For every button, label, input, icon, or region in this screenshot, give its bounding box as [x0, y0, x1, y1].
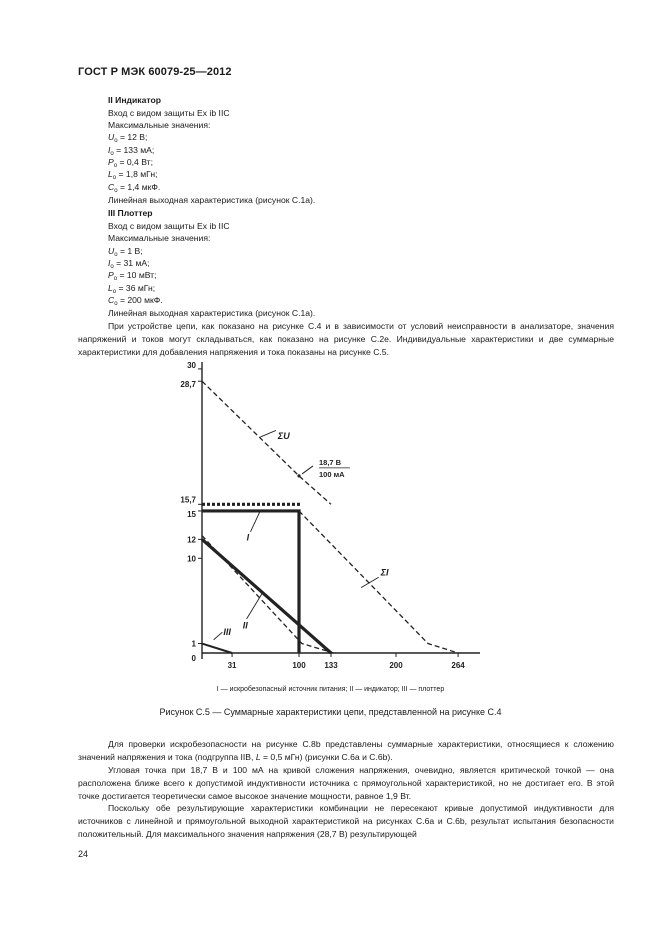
plotter-co: $C_o = 200$ мкФ. [108, 295, 163, 307]
paragraph-1: При устройстве цепи, как показано на рисунке С.4 и в зависимости от условий неисправности в анализаторе, значения напряжений и токов могут складываться, как показано на рисунке С.2е. Индивидуальные характеристики и две суммарные характеристики для добавления напряжения и тока показаны на рисунке С.5. [78, 321, 614, 357]
annotation-point [297, 474, 300, 477]
y-tick-label: 28,7 [180, 380, 196, 390]
indicator-co: $C_o = 1,4$ мкФ. [108, 182, 161, 194]
curve-label-leader [247, 593, 263, 619]
plotter-lo: $L_o = 36$ мГн; [108, 283, 156, 295]
annotation-current: 100 мА [319, 469, 345, 479]
indicator-uo: $U_o = 12$ В; [108, 132, 148, 144]
curve-label-leader [361, 577, 379, 587]
y-tick-label: 1 [191, 639, 196, 649]
document-header: ГОСТ Р МЭК 60079-25—2012 [78, 66, 232, 78]
figure-caption: Рисунок С.5 — Суммарные характеристики цепи, представленной на рисунке С.4 [159, 707, 502, 717]
indicator-input: Вход с видом защиты Ex ib IIC [108, 108, 230, 118]
curve-label-4: III [223, 627, 231, 638]
x-tick-label: 31 [227, 661, 237, 670]
series-line-6 [202, 536, 334, 653]
indicator-heading: II Индикатор [108, 95, 161, 105]
x-tick-label: 200 [389, 661, 403, 670]
series-line-5 [299, 511, 458, 653]
series-line-3 [202, 644, 232, 653]
indicator-po: $P_o = 0,4$ Вт; [108, 157, 153, 169]
curve-label-2: I [246, 532, 250, 543]
x-tick-label: 133 [324, 661, 338, 670]
curve-label-1: ΣI [380, 567, 389, 578]
paragraph-2: Для проверки искробезопасности на рисунке С.8b представлены суммарные характеристики, относящиеся к сложению значений напряжения и тока (подгруппа IIB, L = 0,5 мГн) (рисунки С.6а и С.6b). [78, 739, 614, 762]
curve-label-3: II [242, 620, 248, 631]
paragraph-4: Поскольку обе результирующие характеристики комбинации не пересекают кривые допустимой индуктивности для источников с линейной и прямоугольной выходной характеристикой на рисунках С.6а и С.6b, результат испытания безопасности положительный. Для максимального значения напряжения (28,7 В) результирующей [78, 803, 614, 839]
series-line-4 [202, 381, 331, 504]
curve-label-0: ΣU [277, 430, 290, 441]
plotter-po: $P_o = 10$ мВт; [108, 270, 157, 282]
y-tick-label: 15,7 [180, 495, 196, 505]
plotter-io: $I_o = 31$ мА; [108, 258, 150, 270]
y-tick-label: 15 [187, 509, 196, 519]
figure-legend: I — искробезопасный источник питания; II — индикатор; III — плоттер [216, 686, 445, 693]
plotter-max: Максимальные значения: [108, 233, 211, 243]
y-tick-label: 30 [187, 362, 196, 370]
plotter-heading: III Плоттер [108, 208, 153, 218]
indicator-lo: $L_o = 1,8$ мГн; [108, 169, 158, 181]
indicator-max: Максимальные значения: [108, 120, 211, 130]
curve-label-leader [214, 632, 223, 640]
x-tick-label: 264 [451, 661, 465, 670]
y-tick-label: 10 [187, 554, 196, 564]
curve-label-leader [251, 511, 261, 532]
paragraph-3: Угловая точка при 18,7 В и 100 мА на кривой сложения напряжения, очевидно, является критической точкой — она расположена ближе всего к допустимой индуктивности источника с прямоугольной характеристикой, но не достигает его. В этой точке достигается теоретически самое высокое значение мощности, равное 1,9 Вт. [78, 765, 614, 801]
plotter-input: Вход с видом защиты Ex ib IIC [108, 221, 230, 231]
x-tick-label: 100 [292, 661, 306, 670]
curve-label-leader [260, 430, 276, 437]
page-number: 24 [78, 849, 89, 859]
indicator-linear: Линейная выходная характеристика (рисунок С.1а). [108, 195, 316, 205]
indicator-io: $I_o = 133$ мА; [108, 145, 155, 157]
y-tick-label: 12 [187, 535, 196, 545]
origin-label: 0 [191, 654, 196, 663]
plotter-linear: Линейная выходная характеристика (рисунок С.1а). [108, 308, 316, 318]
annotation-leader [302, 466, 313, 474]
annotation-voltage: 18,7 В [319, 457, 342, 467]
chart [140, 362, 480, 674]
plotter-uo: $U_o = 1$ В; [108, 246, 143, 258]
